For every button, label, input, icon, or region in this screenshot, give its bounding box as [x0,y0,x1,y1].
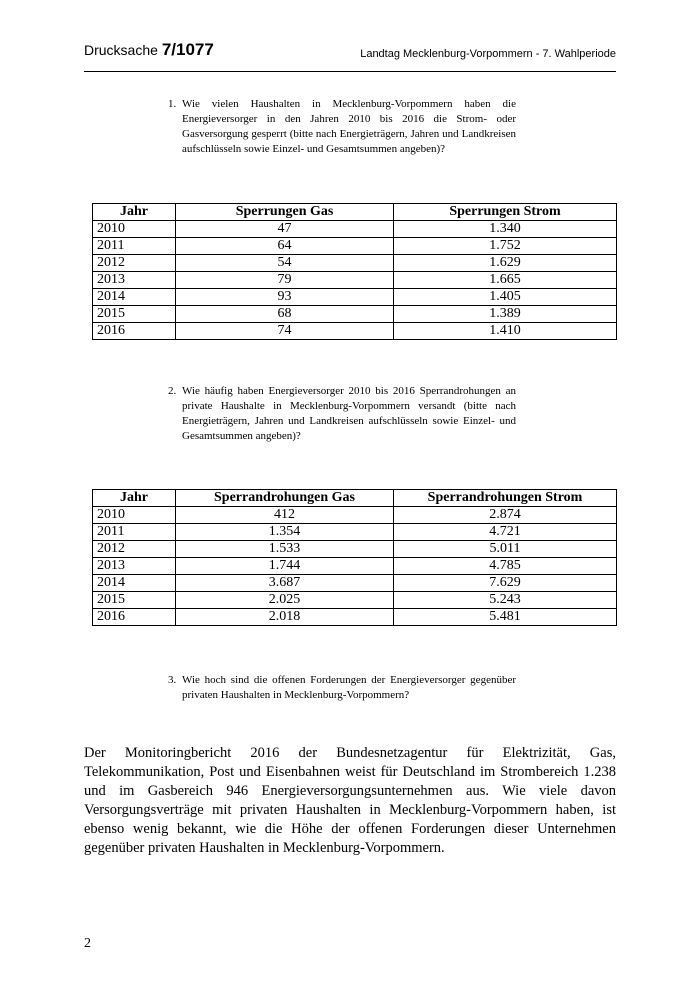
cell-year: 2012 [93,541,176,558]
question-text: Wie vielen Haushalten in Mecklenburg-Vorpommern haben die Energieversorger in den Jahren 2010 bis 2016 die Strom- oder Gasversorgung gesperrt (bitte nach Energieträgern, Jahren und Landkreisen aufschlüsseln sowie Einzel- und Gesamtsummen angeben)? [182,98,516,155]
cell-electricity: 1.752 [394,238,617,255]
cell-year: 2014 [93,575,176,592]
cell-gas: 68 [176,306,394,323]
table-row [93,238,617,255]
cell-year: 2016 [93,609,176,626]
cell-electricity: 1.629 [394,255,617,272]
blocking-table [92,203,617,340]
cell-gas: 1.354 [176,524,394,541]
cell-gas: 1.533 [176,541,394,558]
header-cell-gas: Sperrandrohungen Gas [176,490,394,507]
table-row [93,221,617,238]
cell-year: 2012 [93,255,176,272]
cell-electricity: 1.340 [394,221,617,238]
cell-year: 2015 [93,306,176,323]
cell-gas: 412 [176,507,394,524]
cell-year: 2010 [93,221,176,238]
document-reference [84,40,214,60]
cell-electricity: 1.389 [394,306,617,323]
table-header-row [93,204,617,221]
document-number: 7/1077 [161,40,214,59]
warning-table [92,489,617,626]
cell-electricity: 4.721 [394,524,617,541]
cell-year: 2011 [93,524,176,541]
table-header-row [93,490,617,507]
table-row [93,558,617,575]
cell-electricity: 1.665 [394,272,617,289]
cell-gas: 2.025 [176,592,394,609]
cell-gas: 74 [176,323,394,340]
cell-gas: 93 [176,289,394,306]
cell-electricity: 5.011 [394,541,617,558]
cell-gas: 79 [176,272,394,289]
table-row [93,541,617,558]
cell-gas: 54 [176,255,394,272]
cell-gas: 2.018 [176,609,394,626]
question-text: Wie häufig haben Energieversorger 2010 bis 2016 Sperrandrohungen an private Haushalte in Mecklenburg-Vorpommern versandt (bitte nach Energieträgern, Jahren und Landkreisen aufschlüsseln sowie Einzel- und Gesamtsummen angeben)? [182,385,516,442]
table-row [93,255,617,272]
cell-electricity: 5.243 [394,592,617,609]
cell-year: 2014 [93,289,176,306]
cell-year: 2011 [93,238,176,255]
table-row [93,323,617,340]
answer-paragraph: Der Monitoringbericht 2016 der Bundesnetzagentur für Elektrizität, Gas, Telekommunikation, Post und Eisenbahnen weist für Deutschland im Strombereich 1.238 und im Gasbereich 946 Energieversorgungsunternehmen aus. Wie viele davon Versorgungsverträge mit privaten Haushalten in Mecklenburg-Vorpommern haben, ist ebenso wenig bekannt, wie die Höhe der offenen Forderungen dieser Unternehmen gegenüber privaten Haushalten in Mecklenburg-Vorpommern. [84,745,616,856]
cell-year: 2013 [93,272,176,289]
cell-gas: 47 [176,221,394,238]
cell-electricity: 5.481 [394,609,617,626]
cell-electricity: 4.785 [394,558,617,575]
cell-electricity: 7.629 [394,575,617,592]
table-row [93,524,617,541]
header-cell-gas: Sperrungen Gas [176,204,394,221]
question-number: 1. [168,98,177,110]
table-row [93,575,617,592]
cell-gas: 3.687 [176,575,394,592]
header-cell-year: Jahr [93,204,176,221]
table-row [93,592,617,609]
question-text: Wie hoch sind die offenen Forderungen der Energieversorger gegenüber privaten Haushalten in Mecklenburg-Vorpommern? [182,674,516,701]
header-cell-electricity: Sperrungen Strom [394,204,617,221]
header-cell-electricity: Sperrandrohungen Strom [394,490,617,507]
institution-label: Landtag Mecklenburg-Vorpommern - 7. Wahlperiode [360,48,616,60]
page-number: 2 [84,936,91,951]
table-row [93,272,617,289]
question-1 [168,97,516,157]
question-number: 3. [168,674,177,686]
question-2 [168,384,516,444]
cell-electricity: 2.874 [394,507,617,524]
table-row [93,289,617,306]
header-divider [84,71,616,72]
table-row [93,507,617,524]
cell-electricity: 1.405 [394,289,617,306]
question-number: 2. [168,385,177,397]
cell-year: 2010 [93,507,176,524]
table-row [93,306,617,323]
question-3 [168,673,516,703]
page-header [84,38,616,66]
cell-gas: 1.744 [176,558,394,575]
cell-year: 2015 [93,592,176,609]
cell-gas: 64 [176,238,394,255]
header-cell-year: Jahr [93,490,176,507]
document-label: Drucksache [84,42,158,58]
table-row [93,609,617,626]
cell-year: 2016 [93,323,176,340]
cell-electricity: 1.410 [394,323,617,340]
cell-year: 2013 [93,558,176,575]
